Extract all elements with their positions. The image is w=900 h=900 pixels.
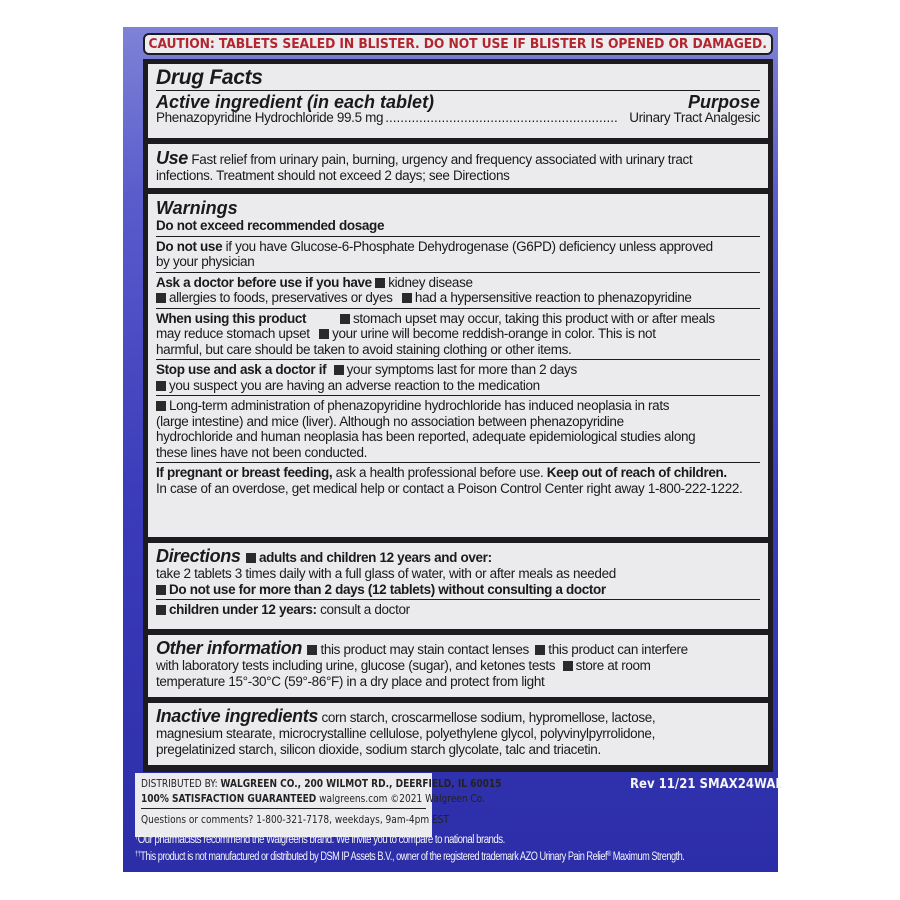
bullet-icon: [535, 645, 545, 655]
bullet-icon: [563, 661, 573, 671]
footnote-2-text: This product is not manufactured or distributed by DSM IP Assets B.V., owner of the registered trademark AZO Urinary Pain Relief: [140, 851, 608, 863]
bullet-icon: [319, 329, 329, 339]
drug-facts-header-panel: [148, 64, 768, 138]
bullet-icon: [307, 645, 317, 655]
directions-heading: Directions: [156, 546, 241, 566]
stop-use-label: Stop use and ask a doctor if: [156, 362, 327, 377]
neoplasia-line4: these lines have not been conducted.: [156, 444, 368, 460]
bullet-icon: [156, 381, 166, 391]
do-not-use-label: Do not use: [156, 238, 223, 254]
when-using-item1: stomach upset may occur, taking this product with or after meals: [353, 310, 715, 326]
keep-out-of-reach: Keep out of reach of children.: [546, 465, 727, 480]
use-text-line1: Fast relief from urinary pain, burning, urgency and frequency associated with urinary tract: [191, 152, 693, 167]
bullet-icon: [156, 585, 166, 595]
footnote-2: [135, 851, 684, 863]
bullet-icon: [402, 293, 412, 303]
children-text: consult a doctor: [316, 602, 410, 617]
footnote-1-text: Our pharmacists recommend the Walgreens brand. We invite you to compare to national brands.: [137, 834, 505, 846]
warnings-panel: [148, 194, 768, 537]
neoplasia-line3: hydrochloride and human neoplasia has been reported, adequate epidemiological studies along: [156, 429, 696, 444]
dosage-warning: Do not exceed recommended dosage: [156, 218, 385, 233]
bullet-icon: [156, 605, 166, 615]
other-info-item3: store at room: [575, 658, 651, 673]
website-copyright: walgreens.com ©2021 Walgreen Co.: [316, 792, 485, 805]
pregnant-label: If pregnant or breast feeding,: [156, 465, 333, 480]
caution-text: CAUTION: TABLETS SEALED IN BLISTER. DO NOT USE IF BLISTER IS OPENED OR DAMAGED.: [148, 36, 768, 52]
footnote-1: [135, 834, 505, 846]
overdose-text: In case of an overdose, get medical help or contact a Poison Control Center right away 1-800-222-1222.: [156, 480, 743, 496]
use-panel: [148, 144, 768, 188]
do-not-use-text-line2: by your physician: [156, 254, 255, 269]
dagger-mark: †: [135, 834, 138, 841]
caution-banner: [143, 33, 773, 55]
bullet-icon: [156, 293, 166, 303]
bullet-icon: [375, 278, 385, 288]
purpose-heading: Purpose: [687, 92, 760, 112]
footnote-2-text-end: Maximum Strength.: [610, 851, 685, 863]
when-using-item2: your urine will become reddish-orange in color. This is not: [332, 326, 656, 341]
bullet-icon: [340, 314, 350, 324]
other-info-item2: this product can interfere: [548, 642, 688, 657]
pregnant-text: ask a health professional before use.: [332, 465, 547, 480]
other-information-panel: [148, 635, 768, 697]
distributor-box: [135, 773, 502, 837]
other-information-heading: Other information: [156, 638, 303, 658]
neoplasia-line2: (large intestine) and mice (liver). Although no association between phenazopyridine: [156, 413, 624, 429]
active-ingredient-name: Phenazopyridine Hydrochloride 99.5 mg: [156, 110, 384, 125]
questions-contact: Questions or comments? 1-800-321-7178, weekdays, 9am-4pm EST: [141, 813, 449, 826]
other-info-item2-cont: with laboratory tests including urine, glucose (sugar), and ketones tests: [156, 658, 556, 673]
drug-facts-title: Drug Facts: [156, 66, 263, 89]
inactive-ingredients-panel: [148, 703, 768, 765]
directions-limit: Do not use for more than 2 days (12 tablets) without consulting a doctor: [169, 581, 606, 597]
ask-doctor-item-kidney: kidney disease: [388, 274, 473, 290]
stop-use-item1: your symptoms last for more than 2 days: [346, 362, 577, 377]
adults-label: adults and children 12 years and over:: [258, 550, 492, 565]
ask-doctor-item-hypersensitive: had a hypersensitive reaction to phenazopyridine: [414, 290, 692, 305]
inactive-ingredients-line3: pregelatinized starch, silicon dioxide, sodium starch glycolate, talc and triacetin.: [156, 741, 601, 757]
when-using-item1-cont: may reduce stomach upset: [156, 326, 310, 341]
other-info-item1: this product may stain contact lenses: [320, 642, 529, 657]
children-label: children under 12 years:: [169, 602, 317, 617]
bullet-icon: [156, 401, 166, 411]
do-not-use-text: if you have Glucose-6-Phosphate Dehydrogenase (G6PD) deficiency unless approved: [222, 238, 713, 254]
ask-doctor-label: Ask a doctor before use if you have: [156, 274, 372, 290]
inactive-ingredients-line2: magnesium stearate, microcrystalline cellulose, polyethylene glycol, polyvinylpyrrolidone,: [156, 726, 655, 741]
neoplasia-line1: Long-term administration of phenazopyridine hydrochloride has induced neoplasia in rats: [169, 398, 670, 413]
purpose-value: Urinary Tract Analgesic: [629, 110, 760, 125]
active-ingredient-row: [156, 110, 760, 126]
when-using-label: When using this product: [156, 310, 307, 326]
adults-text: take 2 tablets 3 times daily with a full glass of water, with or after meals as needed: [156, 566, 616, 581]
stop-use-item2: you suspect you are having an adverse reaction to the medication: [169, 377, 540, 393]
satisfaction-guarantee: 100% SATISFACTION GUARANTEED: [141, 792, 317, 805]
drug-facts-label: [143, 59, 773, 772]
inactive-ingredients-heading: Inactive ingredients: [156, 706, 319, 726]
distributed-by-label: DISTRIBUTED BY:: [141, 777, 221, 790]
when-using-item2-cont: harmful, but care should be taken to avoid staining clothing or other items.: [156, 341, 572, 357]
other-info-item3-cont: temperature 15°-30°C (59°-86°F) in a dry place and protect from light: [156, 673, 545, 689]
revision-code: Rev 11/21 SMAX24WAL: [630, 777, 783, 792]
use-text-line2: infections. Treatment should not exceed 2 days; see Directions: [156, 168, 510, 183]
bullet-icon: [246, 553, 256, 563]
use-heading: Use: [156, 148, 188, 168]
active-ingredient-heading: Active ingredient (in each tablet): [156, 92, 435, 112]
directions-panel: [148, 543, 768, 629]
warnings-heading: Warnings: [156, 198, 238, 218]
distributor-address: WALGREEN CO., 200 WILMOT RD., DEERFIELD, IL 60015: [220, 777, 502, 790]
registered-mark: ®: [607, 851, 611, 858]
inactive-ingredients-line1: corn starch, croscarmellose sodium, hypromellose, lactose,: [321, 710, 656, 725]
double-dagger-mark: ††: [135, 851, 141, 858]
bullet-icon: [334, 365, 344, 375]
leader-dots: ..............................................................: [385, 110, 618, 125]
ask-doctor-item-allergies: allergies to foods, preservatives or dyes: [169, 290, 393, 305]
